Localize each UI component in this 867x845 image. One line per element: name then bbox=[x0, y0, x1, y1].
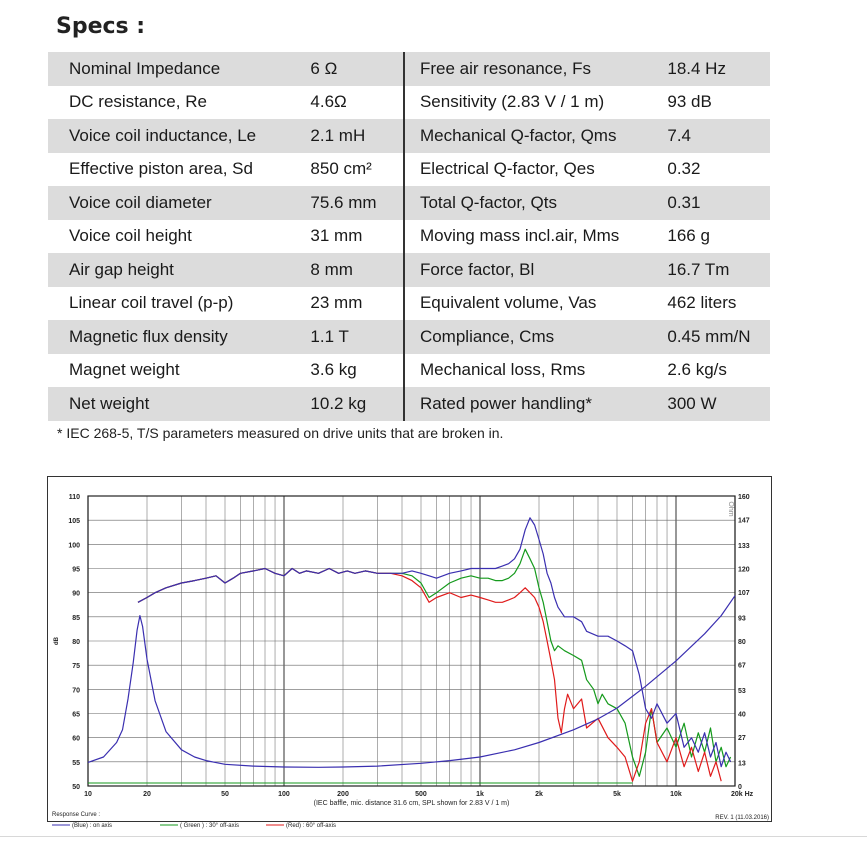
y-tick-label: 90 bbox=[72, 590, 80, 598]
y-tick-label: 100 bbox=[68, 542, 80, 550]
x-tick-label: 10k bbox=[670, 791, 682, 798]
spec-label: Air gap height bbox=[48, 253, 306, 287]
spec-label: Rated power handling* bbox=[404, 387, 663, 421]
spec-value: 0.31 bbox=[663, 186, 770, 220]
spec-row bbox=[48, 119, 770, 153]
spec-label: Voice coil diameter bbox=[48, 186, 306, 220]
y-right-axis-label: Ohm bbox=[727, 501, 734, 517]
spec-row bbox=[48, 320, 770, 354]
y-right-tick-label: 53 bbox=[738, 687, 746, 695]
y-right-tick-label: 120 bbox=[738, 566, 750, 574]
y-tick-label: 80 bbox=[72, 639, 80, 646]
spec-label: Voice coil height bbox=[69, 226, 192, 246]
legend-title: Response Curve : bbox=[52, 812, 101, 818]
spec-value: 16.7 Tm bbox=[663, 253, 770, 287]
series-line bbox=[138, 549, 731, 776]
spec-value: 0.32 bbox=[667, 159, 701, 179]
spec-value: 8 mm bbox=[306, 253, 404, 287]
y-right-tick-label: 13 bbox=[738, 760, 746, 768]
x-tick-label: 500 bbox=[415, 791, 427, 798]
spec-label: Magnet weight bbox=[69, 360, 180, 380]
series-line bbox=[138, 518, 731, 767]
x-tick-label: 2k bbox=[535, 791, 543, 798]
y-right-tick-label: 93 bbox=[738, 615, 746, 623]
series-line bbox=[88, 596, 735, 768]
y-tick-label: 75 bbox=[72, 663, 80, 671]
x-tick-label: 200 bbox=[337, 791, 349, 798]
legend-label: ( Green ) : 30° off-axis bbox=[180, 823, 239, 829]
spec-label: Mechanical loss, Rms bbox=[404, 354, 663, 388]
spec-row bbox=[48, 354, 770, 388]
spec-value: 2.1 mH bbox=[306, 119, 404, 153]
spec-label: Net weight bbox=[48, 387, 306, 421]
spec-label: Mechanical Q-factor, Qms bbox=[404, 119, 663, 153]
x-tick-label: 10 bbox=[84, 791, 92, 798]
y-tick-label: 110 bbox=[68, 494, 80, 501]
y-tick-label: 65 bbox=[72, 711, 80, 719]
specs-title: Specs : bbox=[56, 14, 146, 39]
spec-value: 0.45 mm/N bbox=[663, 320, 770, 354]
x-tick-label: 50 bbox=[221, 791, 229, 798]
spec-label: Nominal Impedance bbox=[48, 52, 306, 86]
revision-label: REV. 1 (11.03.2016) bbox=[715, 815, 769, 821]
x-tick-label: 5k bbox=[613, 791, 621, 798]
spec-label: Equivalent volume, Vas bbox=[404, 287, 663, 321]
y-tick-label: 60 bbox=[72, 735, 80, 743]
spec-value: 166 g bbox=[667, 226, 710, 246]
chart-svg bbox=[48, 477, 771, 829]
spec-label: Effective piston area, Sd bbox=[69, 159, 253, 179]
y-right-tick-label: 147 bbox=[738, 517, 750, 525]
spec-row bbox=[48, 186, 770, 220]
spec-value: 75.6 mm bbox=[306, 186, 404, 220]
spec-label: Linear coil travel (p-p) bbox=[69, 293, 234, 313]
specs-table bbox=[48, 52, 770, 421]
spec-value: 2.6 kg/s bbox=[667, 360, 727, 380]
spec-label: Sensitivity (2.83 V / 1 m) bbox=[404, 86, 663, 120]
x-tick-label: 20k Hz bbox=[731, 791, 754, 798]
y-right-tick-label: 0 bbox=[738, 784, 742, 791]
y-right-tick-label: 160 bbox=[738, 494, 750, 501]
spec-value: 10.2 kg bbox=[306, 387, 404, 421]
spec-value: 850 cm² bbox=[310, 159, 372, 179]
spec-value: 18.4 Hz bbox=[663, 52, 770, 86]
spec-label: Electrical Q-factor, Qes bbox=[404, 153, 663, 187]
spec-row bbox=[48, 52, 770, 86]
spec-value: 6 Ω bbox=[306, 52, 404, 86]
spec-row bbox=[48, 253, 770, 287]
spec-value: 3.6 kg bbox=[310, 360, 357, 380]
spec-label: Force factor, Bl bbox=[404, 253, 663, 287]
divider bbox=[0, 836, 867, 837]
y-right-tick-label: 80 bbox=[738, 639, 746, 646]
spec-label: Compliance, Cms bbox=[404, 320, 663, 354]
spec-row bbox=[48, 86, 770, 120]
y-tick-label: 55 bbox=[72, 759, 80, 767]
y-right-tick-label: 67 bbox=[738, 662, 746, 670]
legend-label: (Blue) : on axis bbox=[72, 823, 113, 829]
x-tick-label: 20 bbox=[143, 791, 151, 798]
spec-value: 7.4 bbox=[663, 119, 770, 153]
legend-label: (Red) : 60° off-axis bbox=[286, 823, 336, 829]
spec-row bbox=[48, 387, 770, 421]
spec-value: 4.6Ω bbox=[310, 92, 347, 112]
spec-label: Moving mass incl.air, Mms bbox=[404, 220, 663, 254]
spec-row bbox=[48, 153, 770, 187]
spec-value: 462 liters bbox=[667, 293, 737, 313]
spec-label: DC resistance, Re bbox=[69, 92, 207, 112]
y-right-tick-label: 27 bbox=[738, 735, 746, 743]
y-tick-label: 105 bbox=[68, 518, 80, 526]
y-tick-label: 85 bbox=[72, 614, 80, 622]
y-axis-label: dB bbox=[54, 637, 60, 645]
spec-label: Magnetic flux density bbox=[48, 320, 306, 354]
spec-label: Total Q-factor, Qts bbox=[404, 186, 663, 220]
spec-label: Free air resonance, Fs bbox=[404, 52, 663, 86]
series-line bbox=[138, 569, 721, 782]
specs-footnote: * IEC 268-5, T/S parameters measured on drive units that are broken in. bbox=[57, 425, 504, 441]
spec-label: Voice coil inductance, Le bbox=[48, 119, 306, 153]
x-tick-label: 1k bbox=[476, 791, 484, 798]
x-tick-label: 100 bbox=[278, 791, 290, 798]
spec-value: 1.1 T bbox=[306, 320, 404, 354]
y-tick-label: 95 bbox=[72, 566, 80, 574]
spec-value: 300 W bbox=[663, 387, 770, 421]
spec-value: 23 mm bbox=[310, 293, 363, 313]
y-tick-label: 70 bbox=[72, 687, 80, 695]
y-right-tick-label: 40 bbox=[738, 711, 746, 719]
frequency-response-chart bbox=[47, 476, 772, 829]
y-right-tick-label: 133 bbox=[738, 542, 750, 550]
y-right-tick-label: 107 bbox=[738, 590, 750, 598]
x-axis-label: (IEC baffle, mic. distance 31.6 cm, SPL shown for 2.83 V / 1 m) bbox=[313, 800, 510, 807]
spec-value: 93 dB bbox=[667, 92, 712, 112]
spec-row bbox=[48, 287, 770, 321]
spec-value: 31 mm bbox=[310, 226, 363, 246]
y-tick-label: 50 bbox=[72, 784, 80, 791]
spec-row bbox=[48, 220, 770, 254]
